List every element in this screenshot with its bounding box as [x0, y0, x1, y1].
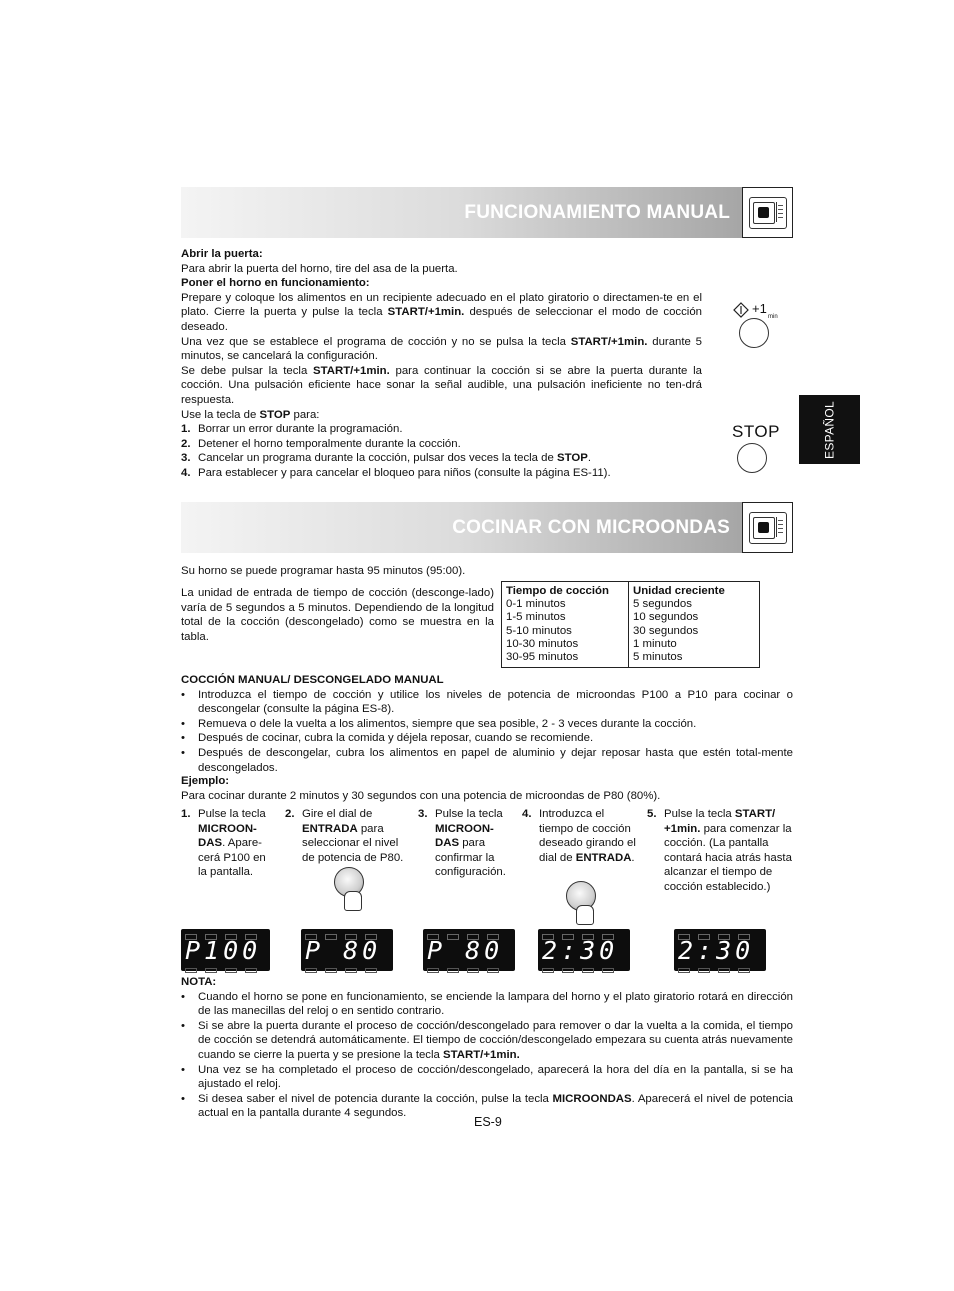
section-title: FUNCIONAMIENTO MANUAL	[464, 202, 730, 223]
paragraph: Se debe pulsar la tecla START/+1min. para continuar la cocción si se abre la puerta durante la cocción. Una pulsación eficiente hace sonar la señal audible, una pulsación ineficiente no ten-drá respuesta.	[181, 364, 703, 406]
list-item: 4. Para establecer y para cancelar el bloqueo para niños (consulte la página ES-11).	[181, 466, 611, 479]
display-digits: P 80	[305, 936, 382, 965]
hand-icon	[576, 905, 594, 925]
intro-text: Su horno se puede programar hasta 95 minutos (95:00).	[181, 565, 466, 577]
start-key-label: +1 min	[733, 301, 793, 321]
language-tab: ESPAÑOL	[799, 395, 860, 464]
display-panel	[181, 929, 270, 971]
manual-text	[181, 247, 702, 481]
page-number: ES-9	[474, 1115, 502, 1129]
start-key-button[interactable]	[739, 318, 769, 348]
display-panel	[423, 929, 515, 971]
list-item: • Cuando el horno se pone en funcionamiento, se enciende la lampara del horno y el plato giratorio rotará en dirección de las manecillas del reloj o en sentido contrario.	[181, 990, 793, 1019]
example-section	[181, 774, 793, 803]
display-digits: P100	[185, 936, 262, 965]
display-digits: P 80	[427, 936, 504, 965]
display-panel	[674, 929, 766, 971]
paragraph: Una vez que se establece el programa de cocción y no se pulsa la tecla START/+1min. durante 5 minutos, se cancelará la configuración.	[181, 335, 702, 363]
example-text: Para cocinar durante 2 minutos y 30 segundos con una potencia de microondas de P80 (80%).	[181, 789, 661, 802]
list-item: 2. Detener el horno temporalmente durante la cocción.	[181, 437, 461, 450]
section-banner-microwave	[181, 502, 793, 553]
list-item: 3. Cancelar un programa durante la cocción, pulsar dos veces la tecla de STOP.	[181, 452, 591, 465]
list-item: • Después de descongelar, cubra los alimentos en papel de aluminio y dejar reposar hasta que estén total-mente descongelados.	[181, 746, 793, 775]
list-item: • Después de cocinar, cubra la comida y déjela reposar, cuando se recomiende.	[181, 731, 793, 746]
table-cell: Tiempo de cocción 0-1 minutos 1-5 minutos 5-10 minutos 10-30 minutos 30-95 minutos	[502, 582, 629, 668]
stop-list	[181, 422, 702, 480]
microwave-icon	[742, 187, 793, 238]
stop-key-button[interactable]	[737, 443, 767, 473]
example-heading: Ejemplo:	[181, 775, 230, 787]
list-item: • Si se abre la puerta durante el proceso de cocción/descongelado para remover o dar la vuelta a la comida, el tiempo de cocción se detendrá automáticamente. El tiempo de cocción/descongelado empezara su cuenta atrás nuevamente cuando se cierre la puerta y se presione la tecla START/+1min.	[181, 1019, 793, 1063]
note-heading: NOTA:	[181, 976, 217, 988]
microwave-icon	[742, 502, 793, 553]
list-item: • Remueva o dele la vuelta a los alimentos, siempre que sea posible, 2 - 3 veces durante la cocción.	[181, 717, 793, 732]
list-item: • Una vez se ha completado el proceso de cocción/descongelado, aparecerá la hora del día en la pantalla, si se ha ajustado el reloj.	[181, 1063, 793, 1092]
cooking-time-table	[501, 581, 760, 668]
paragraph: Prepare y coloque los alimentos en un recipiente adecuado en el plato giratorio o directamen-te en el plato. Cierre la puerta y pulse la tecla START/+1min. después de seleccionar el modo de cocción deseado.	[181, 291, 703, 333]
list-item: • Si desea saber el nivel de potencia durante la cocción, pulse la tecla MICROONDAS. Aparecerá el nivel de potencia actual en la pantalla durante 4 segundos.	[181, 1092, 793, 1121]
display-digits: 2:30	[678, 936, 755, 965]
display-digits: 2:30	[542, 936, 619, 965]
stop-intro: Use la tecla de STOP para:	[181, 408, 320, 421]
list-item: 1. Borrar un error durante la programación.	[181, 423, 403, 436]
display-panel	[301, 929, 393, 971]
open-text: Para abrir la puerta del horno, tire del asa de la puerta.	[181, 262, 458, 275]
notes-section	[181, 975, 793, 1121]
manual-heading: COCCIÓN MANUAL/ DESCONGELADO MANUAL	[181, 674, 444, 686]
hand-icon	[344, 891, 362, 911]
start-heading: Poner el horno en funcionamiento:	[181, 277, 370, 290]
section-title: COCINAR CON MICROONDAS	[452, 517, 730, 538]
open-heading: Abrir la puerta:	[181, 248, 263, 260]
display-panel	[538, 929, 630, 971]
list-item: • Introduzca el tiempo de cocción y utilice los niveles de potencia de microondas P100 a P10 para cocinar o descongelar (consulte la página ES-8).	[181, 688, 793, 717]
stop-key-label: STOP	[732, 422, 780, 441]
section-banner-manual	[181, 187, 793, 238]
unit-text: La unidad de entrada de tiempo de cocción (desconge-lado) varía de 5 segundos a 5 minutos. Dependiendo de la longitud total de la cocción (descongelado) como se muestra en la tabla.	[181, 587, 494, 643]
start-diamond-icon	[733, 302, 749, 318]
table-cell: Unidad creciente 5 segundos 10 segundos 30 segundos 1 minuto 5 minutos	[629, 582, 760, 668]
manual-cooking-section	[181, 673, 793, 775]
